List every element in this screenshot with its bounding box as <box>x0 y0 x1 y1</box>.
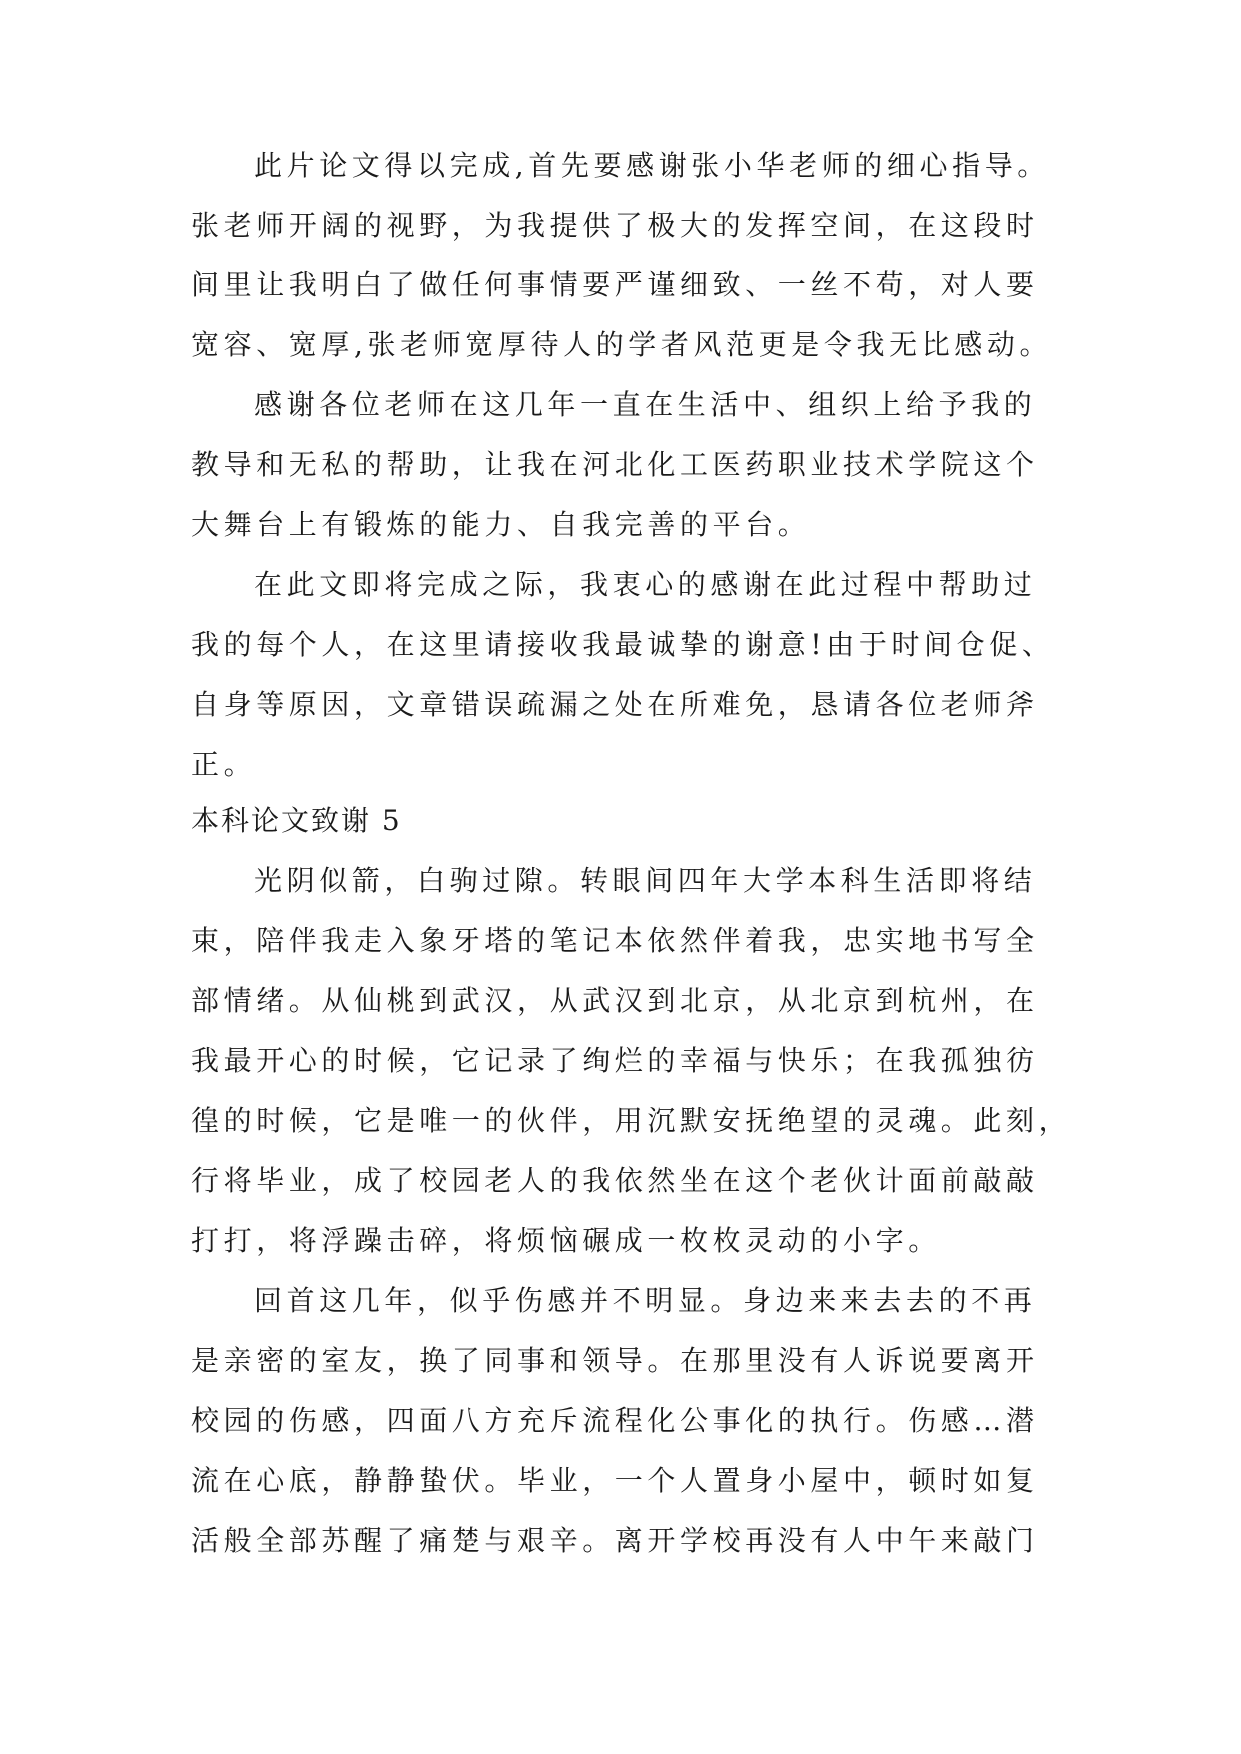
text-line: 校园的伤感，四面八方充斥流程化公事化的执行。伤感…潜 <box>191 1404 1039 1437</box>
text-line: 活般全部苏醒了痛楚与艰辛。离开学校再没有人中午来敲门 <box>191 1524 1039 1557</box>
text-line: 光阴似箭，白驹过隙。转眼间四年大学本科生活即将结 <box>254 864 1037 897</box>
text-line: 回首这几年，似乎伤感并不明显。身边来来去去的不再 <box>254 1284 1037 1317</box>
text-line: 在此文即将完成之际，我衷心的感谢在此过程中帮助过 <box>254 568 1037 601</box>
text-line: 打打，将浮躁击碎，将烦恼碾成一枚枚灵动的小字。 <box>191 1224 941 1257</box>
text-line: 宽容、宽厚,张老师宽厚待人的学者风范更是令我无比感动。 <box>191 328 1053 361</box>
text-line: 间里让我明白了做任何事情要严谨细致、一丝不苟，对人要 <box>191 268 1039 301</box>
text-line: 正。 <box>191 748 257 781</box>
text-line: 自身等原因，文章错误疏漏之处在所难免，恳请各位老师斧 <box>191 688 1039 721</box>
text-line: 是亲密的室友，换了同事和领导。在那里没有人诉说要离开 <box>191 1344 1039 1377</box>
text-line: 张老师开阔的视野，为我提供了极大的发挥空间，在这段时 <box>191 209 1039 242</box>
text-line: 行将毕业，成了校园老人的我依然坐在这个老伙计面前敲敲 <box>191 1164 1039 1197</box>
text-line: 感谢各位老师在这几年一直在生活中、组织上给予我的 <box>254 388 1037 421</box>
text-line: 我最开心的时候，它记录了绚烂的幸福与快乐；在我孤独彷 <box>191 1044 1039 1077</box>
section-heading: 本科论文致谢 5 <box>191 804 402 837</box>
text-line: 部情绪。从仙桃到武汉，从武汉到北京，从北京到杭州，在 <box>191 984 1039 1017</box>
text-line: 此片论文得以完成,首先要感谢张小华老师的细心指导。 <box>254 149 1050 182</box>
text-line: 徨的时候，它是唯一的伙伴，用沉默安抚绝望的灵魂。此刻， <box>191 1104 1072 1137</box>
text-line: 大舞台上有锻炼的能力、自我完善的平台。 <box>191 508 811 541</box>
text-line: 流在心底，静静蛰伏。毕业，一个人置身小屋中，顿时如复 <box>191 1464 1039 1497</box>
text-line: 束，陪伴我走入象牙塔的笔记本依然伴着我，忠实地书写全 <box>191 924 1039 957</box>
text-line: 我的每个人，在这里请接收我最诚挚的谢意!由于时间仓促、 <box>191 628 1055 661</box>
text-line: 教导和无私的帮助，让我在河北化工医药职业技术学院这个 <box>191 448 1039 481</box>
